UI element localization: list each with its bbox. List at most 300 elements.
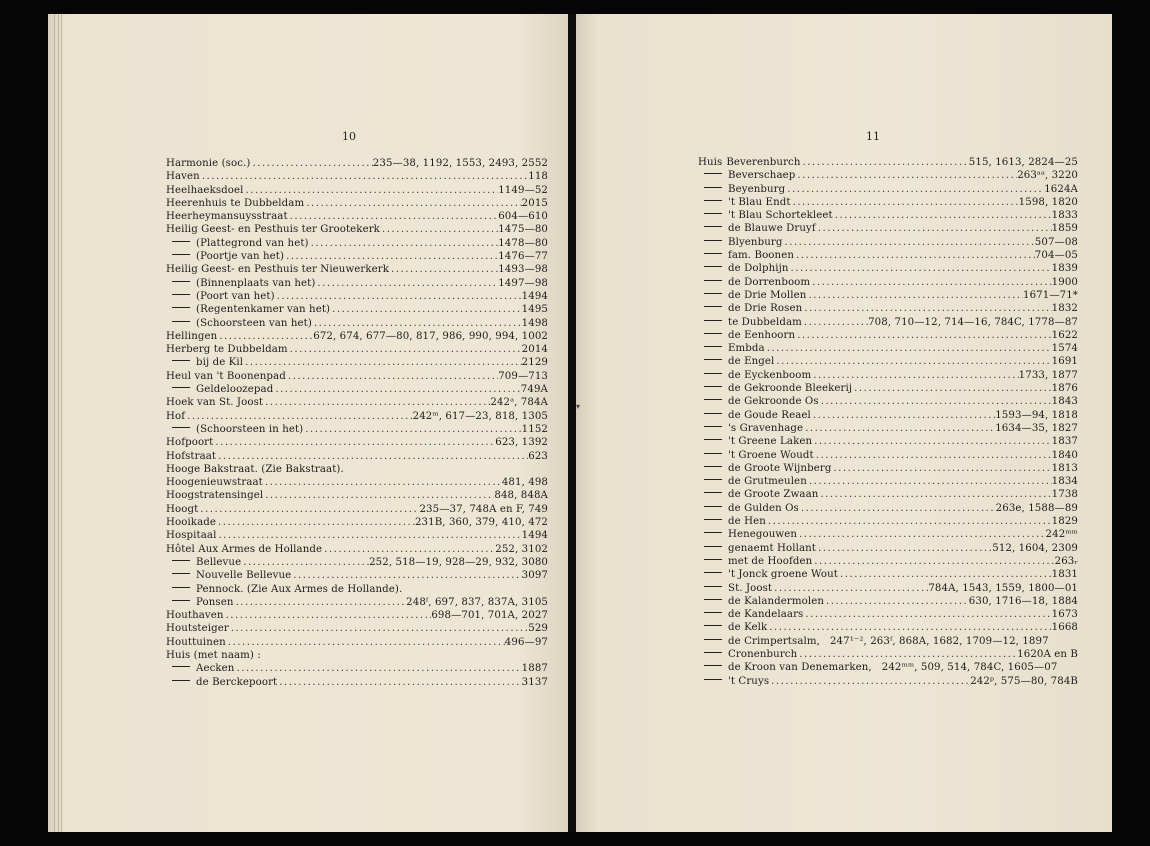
entry-label — [698, 555, 812, 568]
entry-text: de Berckepoort — [196, 676, 278, 688]
leader-dots — [812, 555, 1054, 568]
index-entry — [698, 568, 1078, 581]
index-entry — [698, 502, 1078, 515]
entry-label — [698, 502, 799, 515]
open-book — [48, 14, 1112, 832]
entry-text: de Eyckenboom — [728, 369, 812, 381]
entry-pages: 708, 710—12, 714—16, 784C, 1778—87 — [868, 316, 1078, 328]
ditto-dash — [704, 333, 722, 334]
index-entry — [698, 555, 1078, 568]
entry-text: Bellevue — [196, 556, 242, 568]
entry-label — [166, 463, 344, 476]
entry-label — [698, 595, 824, 608]
entry-label — [698, 435, 812, 448]
entry-pages: 2014 — [521, 344, 548, 356]
entry-text: (Regentenkamer van het) — [196, 304, 331, 316]
entry-pages: 1475—80 — [498, 224, 548, 236]
entry-label — [166, 210, 288, 223]
entry-text: 's Gravenhage — [728, 422, 804, 434]
entry-text: de Goude Reael — [728, 409, 811, 421]
leader-dots — [774, 355, 1051, 368]
leader-dots — [819, 395, 1052, 408]
leader-dots — [767, 621, 1051, 634]
entry-pages: 252, 518—19, 928—29, 932, 3080 — [369, 556, 548, 568]
index-entry — [698, 635, 1078, 648]
entry-pages: 709—713 — [498, 370, 548, 382]
entry-label — [166, 423, 303, 436]
index-entry — [698, 196, 1078, 209]
leader-dots — [380, 223, 498, 236]
entry-text: Hellingen — [166, 330, 218, 342]
entry-label — [166, 529, 216, 542]
leader-dots — [816, 222, 1052, 235]
leader-dots — [766, 515, 1052, 528]
ditto-dash — [172, 254, 190, 255]
ditto-dash — [704, 240, 722, 241]
entry-label — [698, 661, 872, 674]
leader-dots — [275, 290, 522, 303]
index-entry — [166, 263, 548, 276]
entry-label — [698, 395, 819, 408]
ditto-dash — [704, 466, 722, 467]
entry-text: 't Blau Schortekleet — [728, 210, 833, 222]
entry-text: Hoogt — [166, 503, 199, 515]
entry-label — [166, 636, 226, 649]
leader-dots — [241, 556, 369, 569]
entry-label — [698, 329, 795, 342]
entry-label — [698, 621, 767, 634]
entry-label — [166, 583, 402, 596]
index-entry — [166, 649, 548, 662]
leader-dots — [799, 502, 996, 515]
index-entry — [166, 676, 548, 689]
leader-dots — [811, 369, 1018, 382]
entry-text: Beverschaep — [728, 170, 796, 182]
leader-dots — [291, 569, 521, 582]
index-entry — [166, 330, 548, 343]
index-entry — [698, 449, 1078, 462]
entry-label — [166, 343, 288, 356]
leader-dots — [226, 636, 505, 649]
entry-label — [698, 236, 782, 249]
entry-text: de Grutmeulen — [728, 476, 807, 488]
ditto-dash — [704, 546, 722, 547]
entry-label — [166, 476, 263, 489]
leader-dots — [216, 516, 415, 529]
ditto-dash — [704, 266, 722, 267]
entry-text: (Binnenplaats van het) — [196, 277, 316, 289]
entry-pages: 1593—94, 1818 — [995, 409, 1078, 421]
leader-dots — [794, 249, 1035, 262]
entry-label — [698, 222, 816, 235]
entry-text: fam. Boonen — [728, 250, 794, 262]
ditto-dash — [704, 506, 722, 507]
leader-dots — [802, 316, 868, 329]
leader-dots — [243, 356, 522, 369]
entry-label — [698, 488, 818, 501]
ditto-dash — [172, 387, 190, 388]
entry-pages: 1495 — [521, 304, 548, 316]
leader-dots — [797, 648, 1017, 661]
entry-pages: 1831 — [1051, 569, 1078, 581]
entry-label — [166, 436, 213, 449]
entry-label — [166, 277, 315, 290]
entry-pages: 3137 — [521, 676, 548, 688]
leader-dots — [812, 435, 1052, 448]
entry-pages: 1837 — [1051, 436, 1078, 448]
entry-pages: 1476—77 — [498, 251, 548, 263]
index-entry — [166, 223, 548, 236]
entry-text: Huis (met naam) : — [166, 649, 261, 661]
entry-label — [166, 609, 224, 622]
entry-text: de Kroon van Denemarken, — [728, 662, 872, 674]
index-entry — [698, 595, 1078, 608]
entry-text: de Groote Wijnberg — [728, 462, 832, 474]
entry-text: (Plattegrond van het) — [196, 237, 309, 249]
book-gutter — [568, 14, 576, 832]
leader-dots — [322, 543, 495, 556]
entry-text: de Blauwe Druyf — [728, 223, 816, 235]
entry-label — [166, 330, 217, 343]
entry-label — [698, 276, 810, 289]
entry-text: de Gulden Os — [728, 502, 799, 514]
index-entry — [166, 463, 548, 476]
entry-label — [166, 383, 273, 396]
leader-dots — [213, 436, 495, 449]
entry-pages: 1620A en B — [1017, 648, 1078, 660]
entry-pages: 1494 — [521, 290, 548, 302]
ditto-dash — [704, 306, 722, 307]
index-entry — [166, 436, 548, 449]
entry-text: Herberg te Dubbeldam — [166, 344, 288, 356]
entry-text: de Engel — [728, 356, 775, 368]
leader-dots — [831, 462, 1051, 475]
entry-pages: 698—701, 701A, 2027 — [431, 610, 548, 622]
entry-text: de Kandelaars — [728, 609, 804, 621]
entry-label — [698, 156, 801, 169]
leader-dots — [185, 410, 413, 423]
index-entry — [698, 156, 1078, 169]
entry-pages: 1733, 1877 — [1018, 369, 1078, 381]
entry-text: Geldeloozepad — [196, 384, 274, 396]
right-page — [576, 14, 1112, 832]
entry-label — [698, 648, 797, 661]
entry-pages: 529 — [528, 623, 548, 635]
entry-text: de Dorrenboom — [728, 276, 811, 288]
ditto-dash — [172, 321, 190, 322]
entry-text: (Poortje van het) — [196, 251, 285, 263]
entry-text: 't Jonck groene Wout — [728, 569, 838, 581]
entry-label — [698, 608, 803, 621]
ditto-dash — [704, 173, 722, 174]
ditto-dash — [704, 612, 722, 613]
entry-label — [166, 250, 284, 263]
entry-text: Houttuinen — [166, 636, 226, 648]
index-entry — [698, 236, 1078, 249]
leader-dots — [234, 662, 521, 675]
ditto-dash — [172, 587, 190, 588]
entry-pages: 704—05 — [1034, 250, 1078, 262]
entry-text: Hofstraat — [166, 450, 217, 462]
leader-dots — [772, 582, 928, 595]
index-entry — [698, 209, 1078, 222]
entry-label — [698, 462, 831, 475]
entry-text: 't Blau Endt — [728, 196, 791, 208]
entry-text: Ponsen — [196, 596, 234, 608]
index-entry — [698, 262, 1078, 275]
leader-dots — [216, 529, 521, 542]
index-entry — [698, 316, 1078, 329]
entry-pages: 623 — [528, 450, 548, 462]
entry-text: te Dubbeldam — [728, 316, 802, 328]
entry-pages: 263e, 1588—89 — [995, 502, 1078, 514]
entry-text: de Dolphijn — [728, 263, 789, 275]
index-entry — [698, 342, 1078, 355]
entry-pages: 1887 — [521, 663, 548, 675]
entry-pages: 1691 — [1051, 356, 1078, 368]
index-entry — [698, 661, 1078, 674]
entry-pages: 1598, 1820 — [1018, 196, 1078, 208]
leader-dots — [803, 422, 995, 435]
entry-label — [698, 262, 789, 275]
entry-text: Beyenburg — [728, 183, 786, 195]
ditto-dash — [704, 280, 722, 281]
leader-dots — [229, 622, 528, 635]
index-entry — [166, 529, 548, 542]
entry-pages: 242ᵃ, 784A — [490, 397, 548, 409]
entry-label — [166, 237, 309, 250]
ditto-dash — [704, 679, 722, 680]
leader-dots — [286, 370, 498, 383]
ditto-dash — [704, 519, 722, 520]
leader-dots — [765, 342, 1052, 355]
entry-text: Heerheymansuysstraat — [166, 211, 288, 223]
ditto-dash — [704, 187, 722, 188]
entry-label — [166, 170, 200, 183]
entry-label — [166, 516, 216, 529]
entry-pages: 1634—35, 1827 — [995, 422, 1078, 434]
index-entry — [698, 488, 1078, 501]
leader-dots — [224, 609, 432, 622]
entry-pages: 252, 3102 — [495, 543, 548, 555]
entry-text: Hofpoort — [166, 437, 214, 449]
right-index-list — [698, 156, 1078, 688]
entry-pages: 1498 — [521, 317, 548, 329]
leader-dots — [288, 343, 522, 356]
index-entry — [698, 355, 1078, 368]
leader-dots — [814, 449, 1052, 462]
leader-dots — [824, 595, 969, 608]
index-entry — [166, 410, 548, 423]
index-entry — [166, 250, 548, 263]
index-entry — [166, 197, 548, 210]
entry-text: Aecken — [196, 663, 235, 675]
ditto-dash — [704, 639, 722, 640]
leader-dots — [810, 276, 1052, 289]
index-entry — [698, 169, 1078, 182]
index-entry — [166, 622, 548, 635]
leader-dots — [791, 196, 1019, 209]
left-index-list — [166, 157, 548, 689]
index-entry — [698, 382, 1078, 395]
leader-dots — [217, 330, 313, 343]
entry-pages: 1574 — [1051, 343, 1078, 355]
leader-dots — [795, 169, 1017, 182]
entry-pages: 1668 — [1051, 622, 1078, 634]
entry-text: (Schoorsteen in het) — [196, 423, 304, 435]
ditto-dash — [172, 666, 190, 667]
leader-dots — [807, 475, 1052, 488]
ditto-dash — [704, 453, 722, 454]
index-entry — [166, 370, 548, 383]
index-entry — [698, 621, 1078, 634]
leader-dots — [389, 263, 498, 276]
entry-label — [698, 196, 791, 209]
entry-pages: 247¹⁻², 263ᶠ, 868A, 1682, 1709—12, 1897 — [829, 635, 1049, 647]
leader-dots — [818, 488, 1051, 501]
entry-pages: 235—38, 1192, 1553, 2493, 2552 — [372, 158, 548, 169]
ditto-dash — [704, 213, 722, 214]
ditto-dash — [172, 680, 190, 681]
index-entry — [698, 289, 1078, 302]
entry-pages: 235—37, 748A en F, 749 — [419, 503, 548, 515]
entry-label — [698, 302, 802, 315]
entry-pages: 1859 — [1051, 223, 1078, 235]
index-entry — [698, 462, 1078, 475]
index-entry — [166, 556, 548, 569]
entry-pages: 1833 — [1051, 210, 1078, 222]
entry-pages: 512, 1604, 2309 — [992, 542, 1078, 554]
leader-dots — [263, 476, 502, 489]
entry-label — [166, 223, 380, 236]
ditto-dash — [704, 492, 722, 493]
ditto-dash — [704, 373, 722, 374]
entry-pages: 481, 498 — [501, 477, 548, 489]
index-entry — [698, 395, 1078, 408]
entry-text: Cronenburch — [728, 648, 798, 660]
index-entry — [166, 569, 548, 582]
index-entry — [698, 435, 1078, 448]
entry-pages: 848, 848A — [494, 490, 548, 502]
ditto-dash — [704, 532, 722, 533]
entry-text: bij de Kil — [196, 357, 244, 369]
leader-dots — [852, 382, 1052, 395]
entry-label — [166, 410, 185, 423]
entry-text: de Gekroonde Os — [728, 396, 819, 408]
index-entry — [698, 475, 1078, 488]
entry-label — [166, 396, 263, 409]
entry-pages: 1149—52 — [498, 184, 548, 196]
ditto-dash — [172, 307, 190, 308]
entry-text: met de Hoofden — [728, 555, 813, 567]
ditto-dash — [704, 572, 722, 573]
index-entry — [166, 210, 548, 223]
entry-pages: 248ᶠ, 697, 837, 837A, 3105 — [406, 596, 548, 608]
leader-dots — [795, 329, 1051, 342]
ditto-dash — [704, 625, 722, 626]
index-entry — [166, 609, 548, 622]
index-entry — [166, 317, 548, 330]
leader-dots — [833, 209, 1052, 222]
entry-text: 't Groene Woudt — [728, 449, 814, 461]
entry-pages: 515, 1613, 2824—25 — [968, 157, 1078, 168]
entry-label — [698, 289, 806, 302]
ditto-dash — [172, 560, 190, 561]
page-edge-line — [54, 14, 55, 832]
ditto-dash — [704, 479, 722, 480]
leader-dots — [315, 277, 498, 290]
index-entry — [166, 596, 548, 609]
leader-dots — [802, 302, 1051, 315]
entry-label — [698, 528, 797, 541]
entry-label — [698, 675, 769, 688]
page-speck: ▾ — [576, 402, 581, 411]
ditto-dash — [704, 346, 722, 347]
leader-dots — [234, 596, 407, 609]
entry-label — [698, 582, 772, 595]
entry-label — [698, 183, 785, 196]
entry-text: Heelhaeksdoel — [166, 184, 244, 196]
entry-pages: 507—08 — [1034, 236, 1078, 248]
index-entry — [698, 648, 1078, 661]
index-entry — [166, 356, 548, 369]
entry-prefix: Huis — [698, 157, 723, 168]
index-entry — [166, 476, 548, 489]
entry-text: Houtsteiger — [166, 623, 229, 635]
entry-pages: 1834 — [1051, 476, 1078, 488]
ditto-dash — [172, 600, 190, 601]
entry-label — [698, 515, 766, 528]
entry-text: de Kalandermolen — [728, 595, 825, 607]
entry-label — [166, 263, 389, 276]
entry-pages: 1876 — [1051, 383, 1078, 395]
leader-dots — [838, 568, 1052, 581]
entry-text: de Eenhoorn — [728, 329, 796, 341]
entry-pages: 1493—98 — [498, 264, 548, 276]
leader-dots — [303, 423, 521, 436]
entry-label — [166, 649, 261, 662]
entry-text: Hospitaal — [166, 530, 217, 542]
index-entry — [166, 543, 548, 556]
entry-label — [166, 543, 322, 556]
entry-text: Nouvelle Bellevue — [196, 570, 292, 582]
index-entry — [698, 515, 1078, 528]
leader-dots — [309, 237, 499, 250]
entry-pages: 672, 674, 677—80, 817, 986, 990, 994, 1002 — [313, 330, 548, 342]
entry-text: Hooikade — [166, 517, 217, 529]
index-entry — [698, 329, 1078, 342]
entry-text: Embda — [728, 343, 765, 355]
entry-pages: 604—610 — [498, 211, 548, 223]
leader-dots — [284, 250, 498, 263]
leader-dots — [769, 675, 970, 688]
leader-dots — [330, 303, 522, 316]
index-entry — [166, 157, 548, 170]
index-entry — [698, 249, 1078, 262]
entry-label — [698, 635, 820, 648]
entry-pages: 1622 — [1051, 329, 1078, 341]
entry-label — [166, 317, 312, 330]
entry-text: Heilig Geest- en Pesthuis ter Nieuwerkerk — [166, 264, 390, 276]
ditto-dash — [704, 399, 722, 400]
entry-text: (Poort van het) — [196, 290, 275, 302]
entry-text: de Kelk — [728, 622, 768, 634]
ditto-dash — [704, 439, 722, 440]
entry-pages: 1900 — [1051, 276, 1078, 288]
entry-pages: 1478—80 — [498, 237, 548, 249]
index-entry — [166, 237, 548, 250]
right-page-number: 11 — [866, 130, 880, 143]
